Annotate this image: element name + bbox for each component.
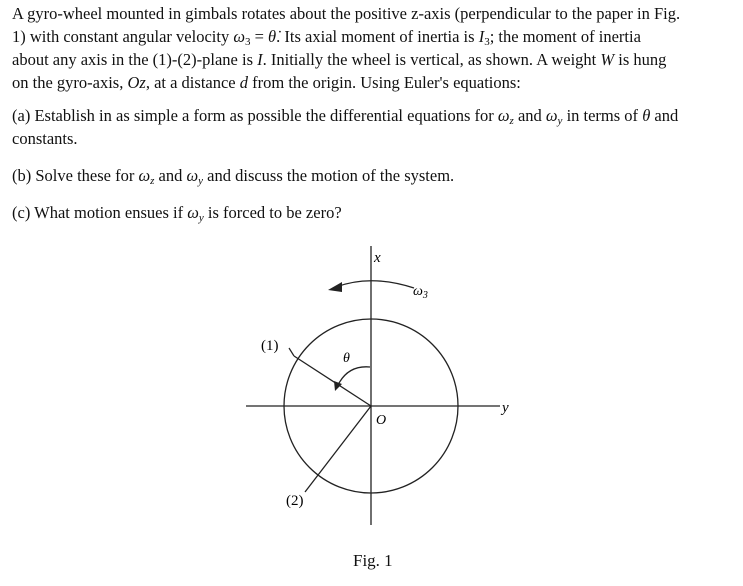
axis-1-line [294, 356, 371, 406]
x-axis-label: x [374, 250, 381, 266]
gyro-wheel-figure [236, 238, 526, 538]
theta-label: θ [343, 351, 350, 366]
axis-2-line [305, 406, 371, 492]
axis-2-label: (2) [286, 493, 304, 509]
axis-1-leader [289, 348, 294, 356]
part-a: (a) Establish in as simple a form as possible the differential equations for $\omega_z$ and $\omega_y$ in terms of θ and constants. [12, 106, 679, 148]
origin-label: O [376, 413, 387, 428]
axis-1-label: (1) [261, 338, 279, 354]
part-b: (b) Solve these for $\omega_z$ and $\omega_y$ and discuss the motion of the system. [12, 166, 455, 187]
part-c: (c) What motion ensues if $\omega_y$ is forced to be zero? [12, 203, 342, 224]
theta-angle-arc [338, 367, 370, 385]
omega3-label: $\omega_3$ [413, 284, 428, 301]
figure-caption: Fig. 1 [353, 551, 393, 570]
omega3-arrowhead [328, 282, 342, 292]
y-axis-label: y [502, 400, 509, 416]
problem-statement: A gyro-wheel mounted in gimbals rotates about the positive z-axis (perpendicular to the paper in Fig. 1) with constant angular velocity $\omega_3$ = θ̇. Its axial moment of inertia is $I_3$; the moment of inertia about any axis in the (1)-(2)-plane is I. Initially the wheel is vertical, as shown. A weight W is hung on the gyro-axis, Oz, at a distance d from the origin. Using Euler's equations: [12, 4, 681, 92]
omega3-rotation-arrow [336, 281, 414, 288]
